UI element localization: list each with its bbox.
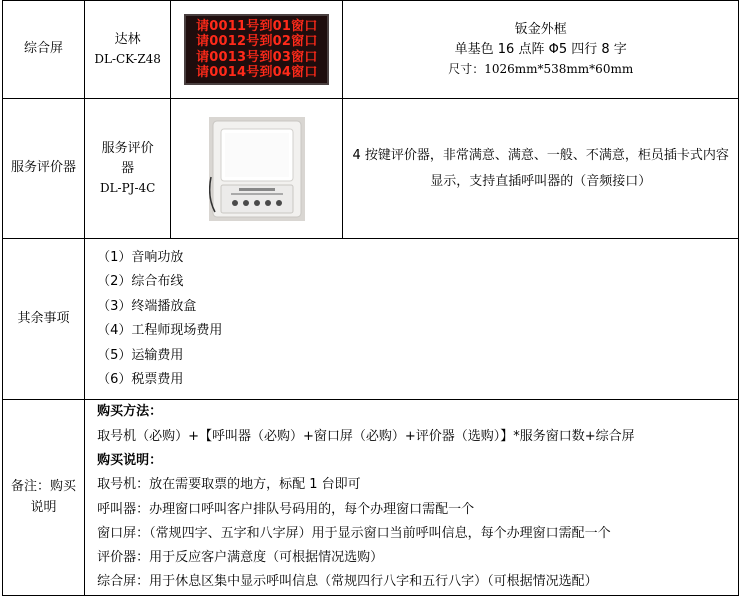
- led-line: 请0014号到04窗口: [196, 65, 318, 80]
- list-item: （5）运输费用: [97, 347, 184, 363]
- explain-line: 呼叫器：办理窗口呼叫客户排队号码用的，每个办理窗口需配一个: [97, 501, 475, 517]
- led-line: 请0012号到02窗口: [196, 34, 318, 49]
- explain-line: 综合屏：用于休息区集中显示呼叫信息（常规四行八字和五行八字）（可根据情况选配）: [97, 574, 598, 590]
- image-cell: [171, 99, 343, 239]
- table-row: [3, 400, 739, 596]
- brand-model-cell: [85, 99, 171, 239]
- evaluator-device-icon: [209, 117, 305, 221]
- desc-line: 单基色 16 点阵 Φ5 四行 8 字: [454, 42, 627, 58]
- brand-model-cell: [85, 1, 171, 99]
- table-row: [3, 1, 739, 99]
- description-cell: [343, 99, 739, 239]
- item-name: 服务评价器: [3, 99, 85, 239]
- description-cell: [343, 1, 739, 99]
- list-item: （2）综合布线: [97, 274, 184, 289]
- list-item: （3）终端播放盒: [97, 298, 197, 314]
- led-display-image: [184, 14, 329, 85]
- item-name: 其余事项: [3, 239, 85, 400]
- led-line: 请0013号到03窗口: [196, 49, 318, 65]
- evaluator-device-image: [209, 117, 305, 221]
- table-row: [3, 99, 739, 239]
- model: DL-PJ-4C: [99, 181, 156, 196]
- product-table: [2, 0, 739, 596]
- others-list-cell: [85, 239, 739, 400]
- notes-cell: [85, 400, 739, 596]
- brand: 达林: [114, 32, 141, 48]
- model: DL-CK-Z48: [94, 52, 161, 67]
- explain-line: 取号机：放在需要取票的地方，标配 1 台即可: [97, 477, 361, 493]
- image-cell: [171, 1, 343, 99]
- item-name: 备注：购买说明: [3, 400, 85, 596]
- explain-line: 窗口屏：（常规四字、五字和八字屏）用于显示窗口当前呼叫信息，每个办理窗口需配一个: [97, 525, 611, 541]
- desc-line: 尺寸：1026mm*538mm*60mm: [448, 62, 634, 77]
- led-line: 请0011号到01窗口: [196, 18, 318, 34]
- table-row: [3, 239, 739, 400]
- list-item: （4）工程师现场费用: [97, 323, 223, 338]
- list-item: （1）音响功放: [97, 249, 184, 265]
- desc-line: 钣金外框: [514, 22, 567, 38]
- brand: 服务评价器: [101, 141, 154, 177]
- method-text: 取号机（必购）+【呼叫器（必购）+窗口屏（必购）+评价器（选购）】*服务窗口数+综合屏: [97, 428, 635, 444]
- desc-text: 4 按键评价器，非常满意、满意、一般、不满意，柜员插卡式内容显示，支持直插呼叫器的（音频接口）: [352, 147, 729, 189]
- method-title: 购买方法：: [97, 404, 163, 420]
- list-item: （6）税票费用: [97, 372, 184, 387]
- item-name: 综合屏: [3, 1, 85, 99]
- explain-title: 购买说明：: [97, 452, 163, 468]
- explain-line: 评价器：用于反应客户满意度（可根据情况选购）: [97, 550, 384, 566]
